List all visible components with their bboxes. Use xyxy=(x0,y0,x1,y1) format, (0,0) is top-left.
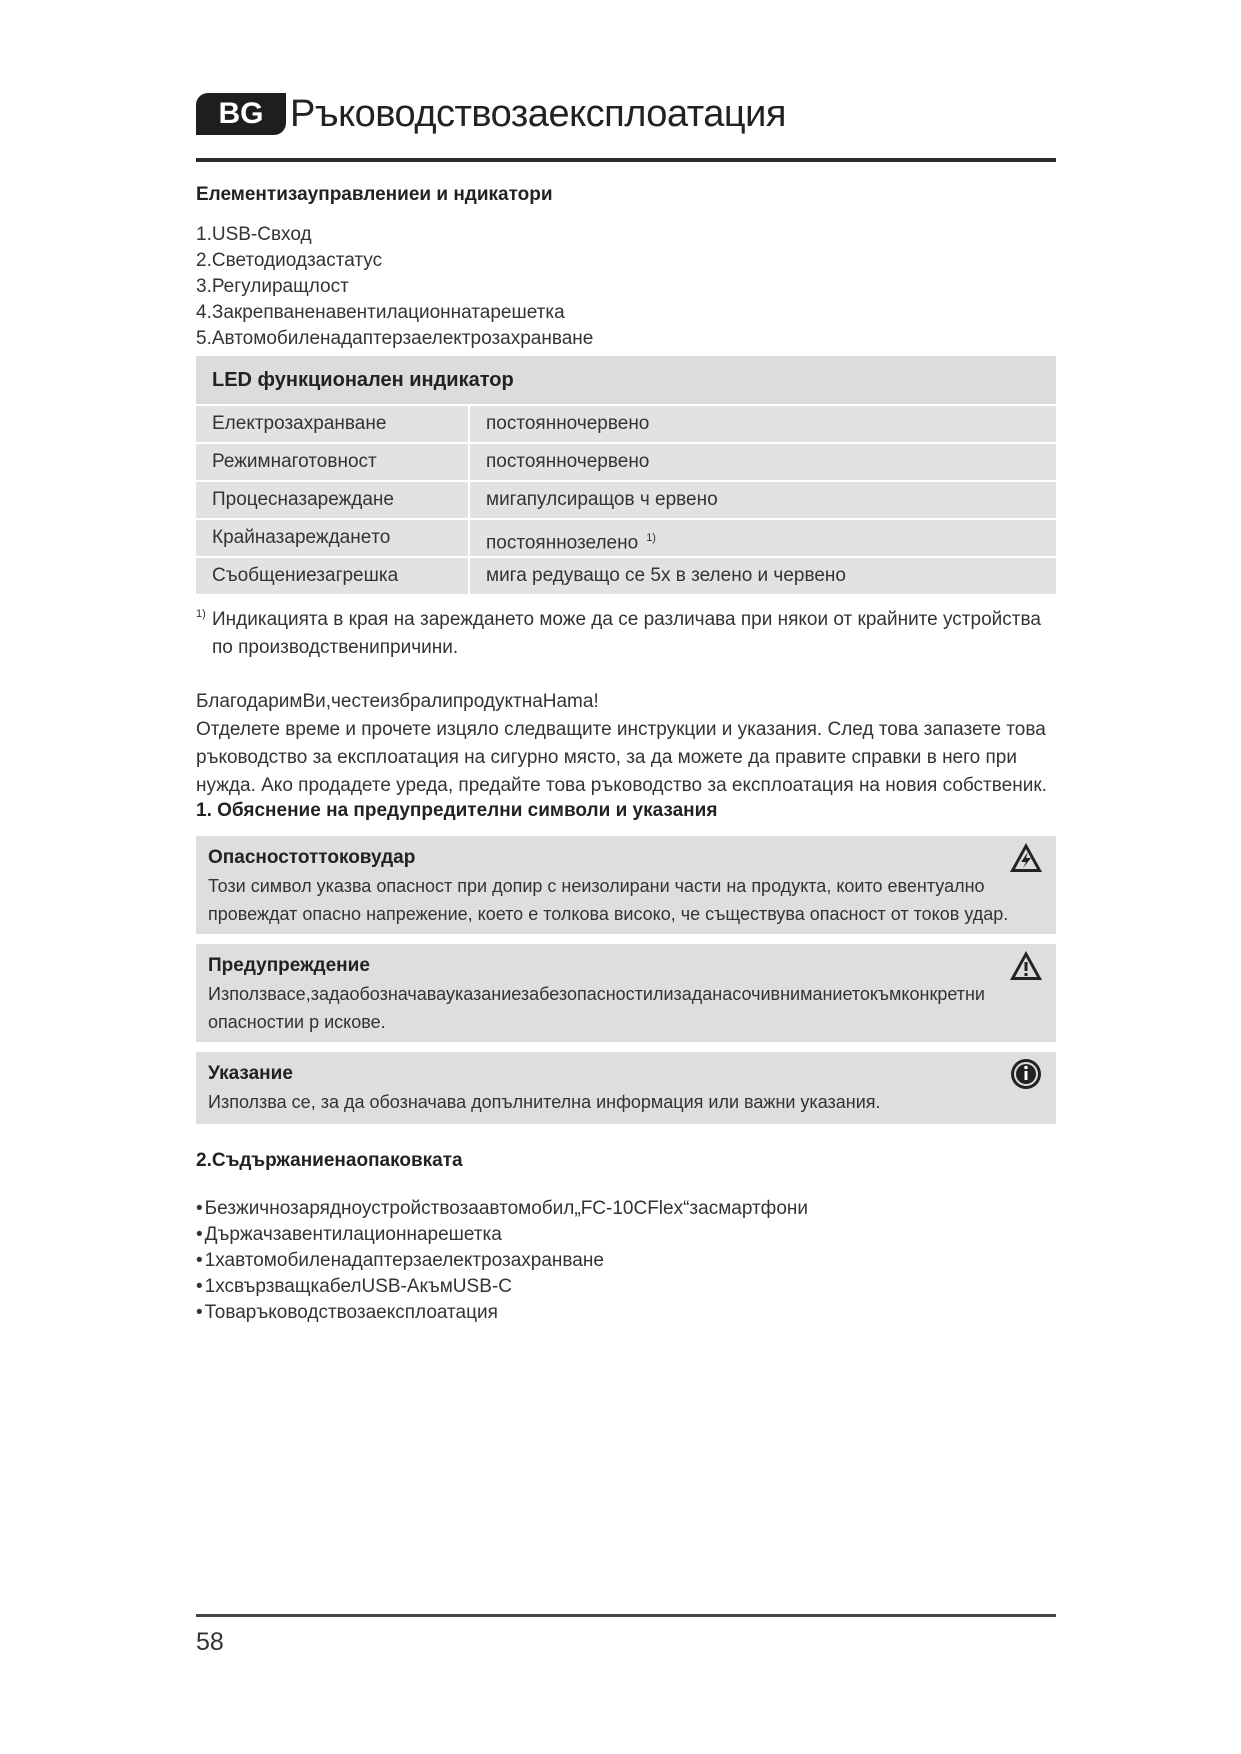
table-row xyxy=(196,482,1056,518)
info-icon xyxy=(1008,1056,1044,1092)
table-cell-indication xyxy=(470,520,1056,556)
document-title: Ръководствозаексплоатация xyxy=(290,93,786,135)
table-row xyxy=(196,444,1056,480)
notice-text: Използва се, за да обозначава допълнителна информация или важни указания. xyxy=(208,1092,881,1112)
electric-hazard-icon xyxy=(1008,840,1044,876)
list-item: • Безжичнозарядноустройствозаавтомобил„FC-10CFlex“засмартфони xyxy=(196,1196,808,1222)
list-item: 3.Регулиращлост xyxy=(196,276,349,297)
notice-title: Предупреждение xyxy=(208,955,370,976)
page-number: 58 xyxy=(196,1628,224,1656)
table-cell-state: Крайназарежданeто xyxy=(196,520,468,556)
table-cell-state: Процесназареждане xyxy=(196,482,468,518)
table-cell-indication xyxy=(470,406,1056,442)
intro-thanks: БлагодаримВи,честеизбралипродуктнаHama! xyxy=(196,691,599,712)
notice-text: Използвасе,задаобозначавауказаниезабезопасностилизаданасочивниманиетокъмконкретни опасностии р искове. xyxy=(208,984,985,1032)
intro-text xyxy=(196,688,1076,800)
footnote-mark: 1) xyxy=(196,608,206,620)
led-function-table xyxy=(196,356,1056,594)
controls-heading: Елементизауправлениеи и ндикатори xyxy=(196,184,553,205)
indication-text: мигапулсиращов ч ервено xyxy=(486,489,718,510)
list-item: 2.Светодиодзастатус xyxy=(196,250,383,271)
notice-text: Този символ указва опасност при допир с неизолирани части на продукта, които евентуално провеждат опасно напрежение, което е толкова високо, че съществува опасност от токов удар. xyxy=(208,876,1009,924)
indication-text: постоянночервено xyxy=(486,413,650,434)
table-cell-indication xyxy=(470,444,1056,480)
footnote xyxy=(196,606,1056,662)
notice-title: Указание xyxy=(208,1063,293,1084)
package-contents-list xyxy=(196,1196,808,1326)
table-cell-indication xyxy=(470,558,1056,594)
list-item: 5.Автомобиленадаптерзаелектрозахранване xyxy=(196,328,594,349)
list-item: • Държачзавентилационнарешетка xyxy=(196,1222,808,1248)
header-divider xyxy=(196,158,1056,162)
list-item: • 1хавтомобиленадаптерзаелектрозахранване xyxy=(196,1248,808,1274)
language-badge: BG xyxy=(196,93,286,135)
table-cell-indication xyxy=(470,482,1056,518)
footnote-text: Индикацията в края на зареждането може да се различава при някои от крайните устройства по производственипричини. xyxy=(212,609,1041,658)
warning-icon xyxy=(1008,948,1044,984)
table-row xyxy=(196,520,1056,556)
indication-text: мига редуващо се 5х в зелено и червено xyxy=(486,565,846,586)
intro-instructions: Отделете време и прочете изцяло следващите инструкции и указания. След това запазете това ръководство за експлоатация на сигурно място, за да можете да правите справки в него при нужда. Ако продадете уреда, предайте това ръководство за експлоатация на новия собственик. xyxy=(196,719,1047,796)
footer-divider xyxy=(196,1614,1056,1617)
table-cell-state: Режимнаготовност xyxy=(196,444,468,480)
notice-box-info xyxy=(196,1052,1056,1124)
notice-box-electric-hazard xyxy=(196,836,1056,934)
list-item: 4.Закрепваненавентилационнатарешетка xyxy=(196,302,565,323)
section1-heading: 1. Обяснение на предупредителни символи и указания xyxy=(196,800,718,821)
table-heading: LED функционален индикатор xyxy=(196,356,1056,404)
list-item: • 1хсвързващкабелUSB-АкъмUSB-C xyxy=(196,1274,808,1300)
list-item: 1.USB-Свход xyxy=(196,224,312,245)
indication-text: постоянночервено xyxy=(486,451,650,472)
page-header xyxy=(196,88,1056,160)
section2-heading: 2.Съдържаниенаопаковката xyxy=(196,1150,463,1171)
table-row xyxy=(196,558,1056,594)
list-item: • Товаръководствозаексплоатация xyxy=(196,1300,808,1326)
indication-text: постояннозелено xyxy=(486,532,639,554)
notice-box-warning xyxy=(196,944,1056,1042)
table-cell-state: Съобщениезагрешка xyxy=(196,558,468,594)
table-row xyxy=(196,406,1056,442)
table-cell-state: Електрозахранване xyxy=(196,406,468,442)
footnote-reference: 1) xyxy=(646,532,656,544)
controls-list xyxy=(196,222,593,352)
notice-title: Опасностоттоковудар xyxy=(208,847,416,868)
